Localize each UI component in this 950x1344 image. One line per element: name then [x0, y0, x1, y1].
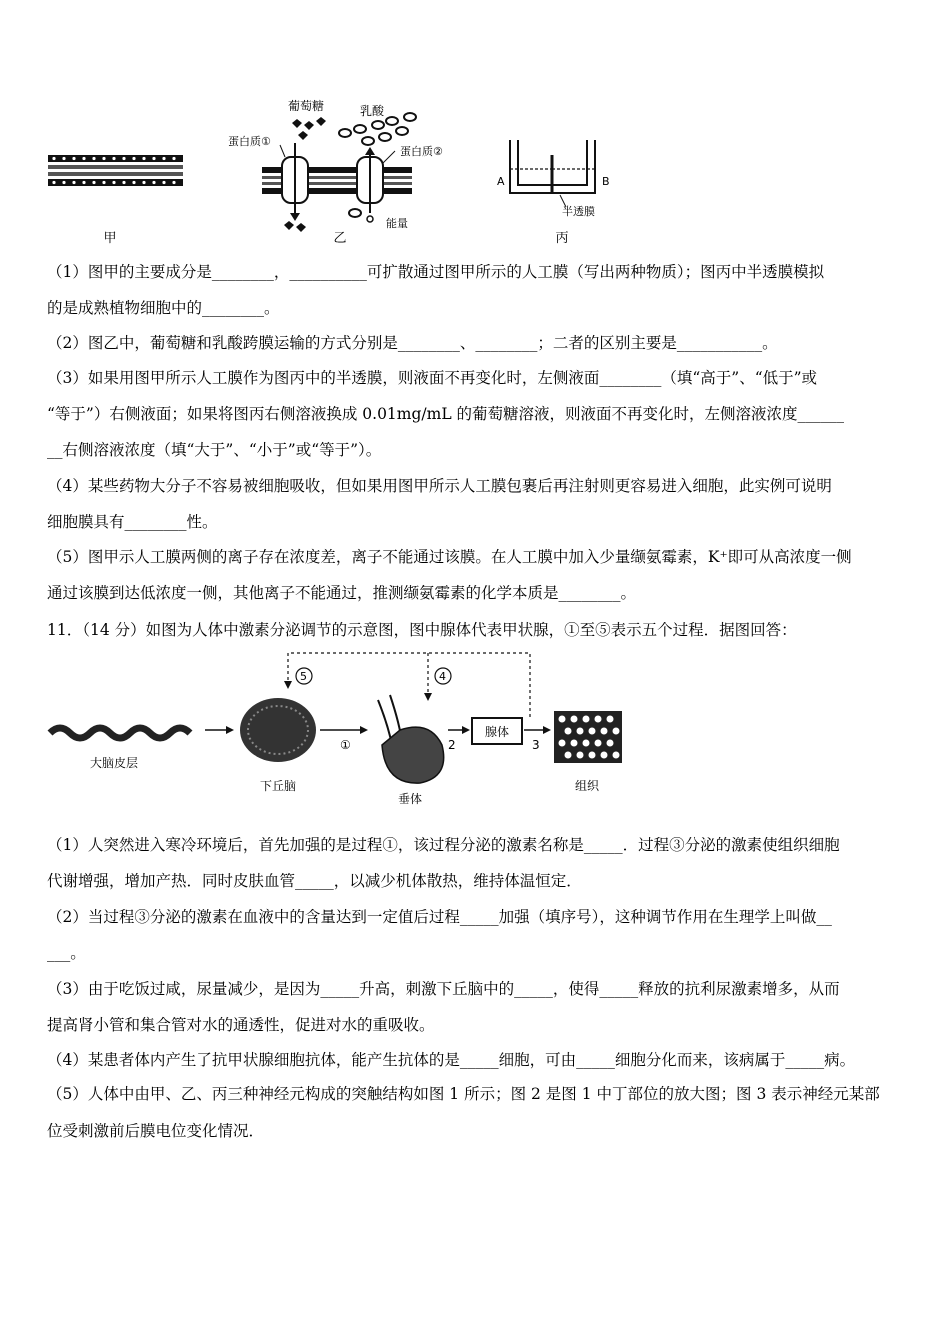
label-pituitary: 垂体	[398, 792, 423, 805]
q10-line-8: 细胞膜具有________性。	[47, 513, 218, 531]
label-cortex: 大脑皮层	[90, 756, 139, 770]
label-yi: 乙	[333, 231, 347, 246]
q11-line-4: ___。	[47, 944, 86, 962]
q10-line-6: __右侧溶液浓度（填“大于”、“小于”或“等于”）。	[47, 441, 382, 459]
q11-line-2: 代谢增强，增加产热．同时皮肤血管_____，以减少机体散热，维持体温恒定．	[47, 872, 582, 890]
label-b: B	[602, 175, 610, 188]
label-energy: 能量	[386, 217, 408, 230]
label-a: A	[497, 175, 505, 188]
cerebral-cortex	[50, 728, 190, 738]
process-5: 5	[300, 670, 307, 683]
bilayer-yi	[262, 157, 412, 203]
q10-line-9: （5）图甲示人工膜两侧的离子存在浓度差，离子不能通过该膜。在人工膜中加入少量缬氨霉素，K⁺即可从高浓度一侧	[47, 548, 852, 566]
membrane-figure	[40, 95, 640, 255]
q10-line-5: “等于”）右侧液面；如果将图丙右侧溶液换成 0.01mg/mL 的葡萄糖溶液，则液面不再变化时，左侧溶液浓度______	[47, 405, 845, 423]
q10-line-2: 的是成熟植物细胞中的________。	[47, 299, 280, 317]
label-gland: 腺体	[485, 725, 510, 739]
q11-line-7: （4）某患者体内产生了抗甲状腺细胞抗体，能产生抗体的是_____细胞，可由_____细胞分化而来，该病属于_____病。	[47, 1051, 856, 1069]
q10-line-4: （3）如果用图甲所示人工膜作为图丙中的半透膜，则液面不再变化时，左侧液面________（填“高于”、“低于”或	[47, 369, 818, 387]
label-bing: 丙	[555, 231, 569, 246]
q11-header: 11．（14 分）如图为人体中激素分泌调节的示意图，图中腺体代表甲状腺，①至⑤表示五个过程．据图回答：	[47, 621, 797, 639]
q10-line-3: （2）图乙中，葡萄糖和乳酸跨膜运输的方式分别是________、________；二者的区别主要是___________。	[47, 334, 778, 352]
q10-line-10: 通过该膜到达低浓度一侧，其他离子不能通过，推测缬氨霉素的化学本质是________。	[47, 584, 637, 602]
label-protein2: 蛋白质②	[400, 145, 443, 158]
process-1: ①	[340, 738, 351, 752]
q11-line-3: （2）当过程③分泌的激素在血液中的含量达到一定值后过程_____加强（填序号），这种调节作用在生理学上叫做__	[47, 908, 832, 926]
q11-line-9: 位受刺激前后膜电位变化情况．	[47, 1122, 265, 1140]
q10-line-7: （4）某些药物大分子不容易被细胞吸收，但如果用图甲所示人工膜包裹后再注射则更容易进入细胞，此实例可说明	[47, 477, 832, 495]
label-protein1: 蛋白质①	[228, 135, 271, 148]
label-semipermeable: 半透膜	[562, 205, 595, 218]
bilayer-jia	[48, 155, 183, 186]
label-glucose: 葡萄糖	[288, 99, 325, 113]
process-4: 4	[439, 670, 446, 683]
process-3: 3	[532, 738, 540, 752]
u-tube-bing	[510, 140, 595, 207]
feedback-lines	[288, 653, 530, 717]
label-jia: 甲	[103, 231, 117, 246]
tissue-shape	[554, 711, 622, 763]
label-hypothalamus: 下丘脑	[260, 779, 297, 793]
pituitary-shape	[378, 695, 444, 783]
q11-line-5: （3）由于吃饭过咸，尿量减少，是因为_____升高，刺激下丘脑中的_____，使得_____释放的抗利尿激素增多，从而	[47, 980, 840, 998]
label-tissue: 组织	[575, 779, 600, 793]
q11-line-6: 提高肾小管和集合管对水的通透性，促进对水的重吸收。	[47, 1016, 435, 1034]
q11-line-8: （5）人体中由甲、乙、丙三种神经元构成的突触结构如图 1 所示；图 2 是图 1 中丁部位的放大图；图 3 表示神经元某部	[47, 1085, 880, 1103]
label-lactic: 乳酸	[360, 104, 385, 118]
hypothalamus-shape	[240, 698, 316, 762]
q11-line-1: （1）人突然进入寒冷环境后，首先加强的是过程①，该过程分泌的激素名称是_____．过程③分泌的激素使组织细胞	[47, 836, 840, 854]
q10-line-1: （1）图甲的主要成分是________，__________可扩散通过图甲所示的人工膜（写出两种物质）；图丙中半透膜模拟	[47, 263, 825, 281]
hormone-regulation-figure	[40, 645, 640, 805]
process-2: 2	[448, 738, 456, 752]
